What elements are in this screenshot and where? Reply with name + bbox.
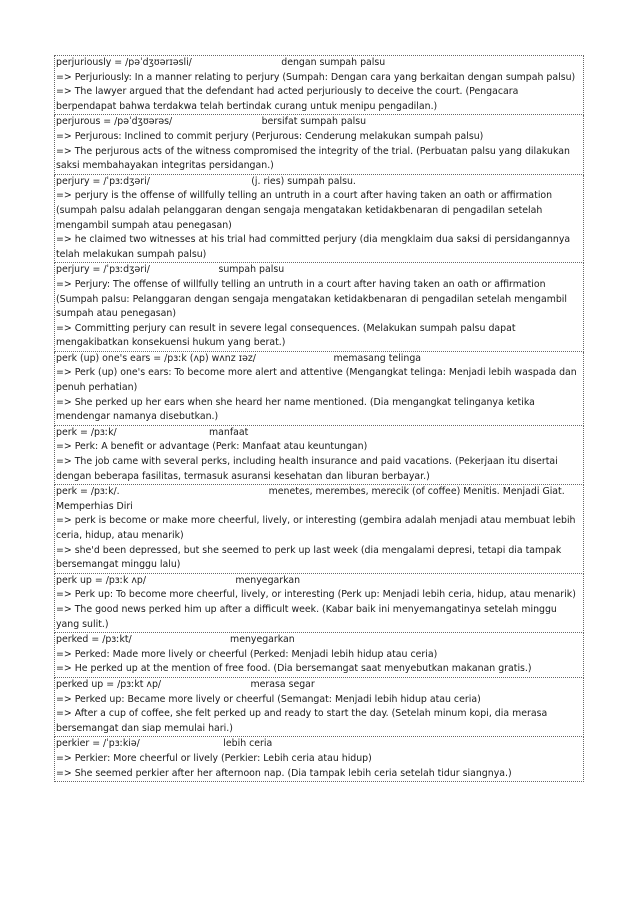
entry-definition: => Perk (up) one's ears: To become more alert and attentive (Mengangkat telinga: Menjadi lebih waspada dan penuh perhatian) [56,367,577,394]
entry-example: => She perked up her ears when she heard her name mentioned. (Dia mengangkat telinganya ketika mendengar namanya disebutkan.) [56,396,535,423]
document-page [54,55,584,782]
entry-headword: perjury = /ˈpɜːdʒəri/ (j. ries) sumpah palsu. [56,175,356,187]
entry-perk-1 [54,426,584,485]
entry-example: => she'd been depressed, but she seemed to perk up last week (dia mengalami depresi, tetapi dia tampak bersemangat minggu lalu) [56,544,562,571]
entry-perk-up [54,574,584,633]
entry-example: => Committing perjury can result in severe legal consequences. (Melakukan sumpah palsu dapat mengakibatkan konsekuensi hukum yang berat.) [56,322,516,349]
entry-headword: perked = /pɜːkt/ menyegarkan [56,634,295,646]
entry-headword: perjury = /ˈpɜːdʒəri/ sumpah palsu [56,264,285,276]
entry-headword: perjuriously = /pəˈdʒʊərɪəsli/ dengan sumpah palsu [56,57,386,68]
entry-perk-2 [54,485,584,574]
entry-definition: => Perk: A benefit or advantage (Perk: Manfaat atau keuntungan) [56,441,368,453]
entry-definition: => perjury is the offense of willfully telling an untruth in a court after having taken an oath or affirmation (sumpah palsu adalah pelanggaran dengan sengaja mengatakan ketidakbenaran di pengadilan setelah mengambil sumpah atau penegasan) [56,190,553,231]
entry-example: => He perked up at the mention of free food. (Dia bersemangat saat menyebutkan makanan gratis.) [56,663,532,675]
entry-headword: perk (up) one's ears = /pɜːk (ʌp) wʌnz ɪəz/ memasang telinga [56,352,422,364]
entry-perjury-1 [54,175,584,264]
entry-definition: => Perjury: The offense of willfully telling an untruth in a court after having taken an oath or affirmation (Sumpah palsu: Pelanggaran dengan sengaja mengatakan ketidakbenaran di pengadilan setelah mengambil sumpah atau penegasan) [56,278,568,320]
entry-headword: perjurous = /pəˈdʒʊərəs/ bersifat sumpah palsu [56,116,367,128]
entry-definition: => Perked: Made more lively or cheerful (Perked: Menjadi lebih hidup atau ceria) [56,648,438,660]
entry-perked-up [54,678,584,737]
entry-perked [54,633,584,678]
entry-perk-up-ears [54,352,584,426]
entry-definition: => perk is become or make more cheerful, lively, or interesting (gembira adalah menjadi atau membuat lebih ceria, hidup, atau menarik) [56,515,576,541]
entry-definition: => Perjuriously: In a manner relating to perjury (Sumpah: Dengan cara yang berkaitan dengan sumpah palsu) [56,71,576,83]
entry-definition: => Perjurous: Inclined to commit perjury (Perjurous: Cenderung melakukan sumpah palsu) [56,130,484,142]
entry-example: => The good news perked him up after a difficult week. (Kabar baik ini menyemangatinya setelah minggu yang sulit.) [56,603,557,630]
entry-headword: perk = /pɜːk/. menetes, merembes, merecik (of coffee) Menitis. Menjadi Giat. Memperhias Diri [56,486,568,512]
entry-headword: perk = /pɜːk/ manfaat [56,426,249,438]
entry-example: => The job came with several perks, including health insurance and paid vacations. (Pekerjaan itu disertai dengan beberapa fasilitas, termasuk asuransi kesehatan dan liburan berbayar.) [56,456,558,482]
entry-example: => The lawyer argued that the defendant had acted perjuriously to deceive the court. (Pengacara berpendapat bahwa terdakwa telah bertindak curang untuk menipu pengadilan.) [56,86,519,112]
entry-perkier [54,737,584,782]
entry-example: => After a cup of coffee, she felt perked up and ready to start the day. (Setelah minum kopi, dia merasa bersemangat dan siap memulai hari.) [56,708,548,734]
entry-headword: perked up = /pɜːkt ʌp/ merasa segar [56,678,315,690]
entry-headword: perkier = /ˈpɜːkiə/ lebih ceria [56,738,273,750]
entry-definition: => Perked up: Became more lively or cheerful (Semangat: Menjadi lebih hidup atau ceria) [56,693,481,705]
entry-headword: perk up = /pɜːk ʌp/ menyegarkan [56,574,301,586]
entry-example: => he claimed two witnesses at his trial had committed perjury (dia mengklaim dua saksi di persidangannya telah melakukan sumpah palsu) [56,234,571,260]
entry-example: => She seemed perkier after her afternoon nap. (Dia tampak lebih ceria setelah tidur siangnya.) [56,767,512,779]
entry-perjurous [54,115,584,174]
entry-definition: => Perk up: To become more cheerful, lively, or interesting (Perk up: Menjadi lebih ceria, hidup, atau menarik) [56,589,576,601]
entry-example: => The perjurous acts of the witness compromised the integrity of the trial. (Perbuatan palsu yang dilakukan saksi membahayakan integritas persidangan.) [56,145,570,172]
entry-definition: => Perkier: More cheerful or lively (Perkier: Lebih ceria atau hidup) [56,752,372,764]
entry-perjury-2 [54,263,584,352]
entry-perjuriously [54,55,584,115]
